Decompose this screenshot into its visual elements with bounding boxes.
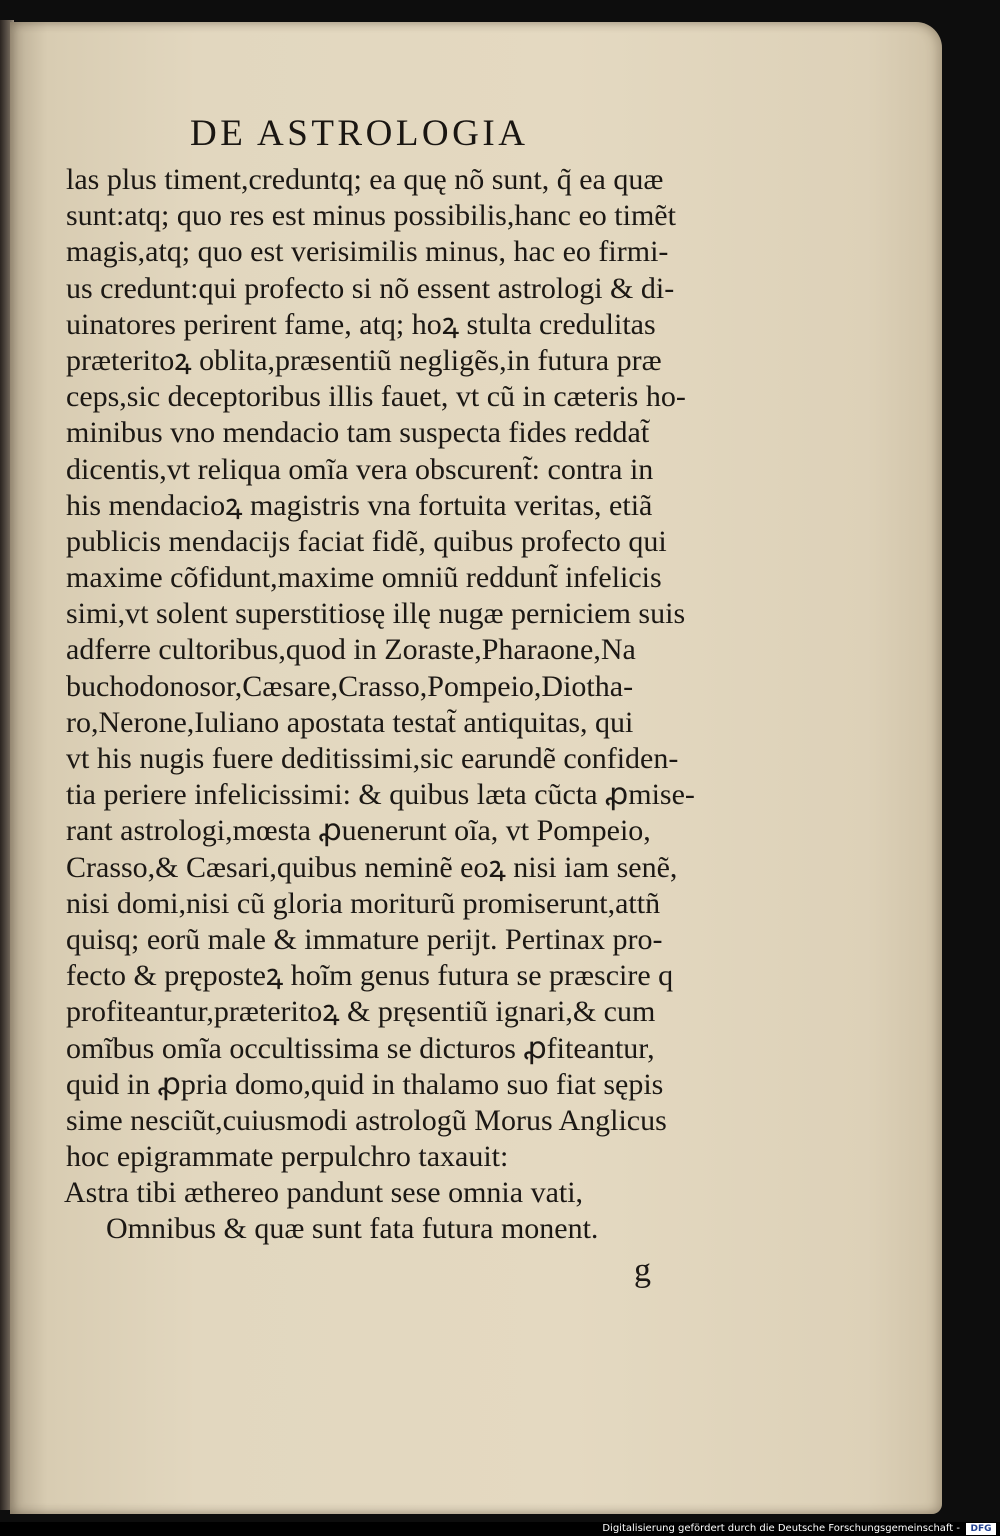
text-line: dicentis,vt reliqua omĩa vera obscurent̃: contra in — [66, 452, 654, 486]
text-line: quid in ꝓpria domo,quid in thalamo suo fiat sępis — [66, 1067, 664, 1101]
text-line: præteritoꝝ oblita,præsentiũ negligẽs,in futura præ — [66, 343, 662, 377]
signature-mark: g — [634, 1252, 651, 1289]
text-line: his mendacioꝝ magistris vna fortuita veritas, etiã — [66, 488, 653, 522]
text-line: hoc epigrammate perpulchro taxauit: — [66, 1140, 509, 1174]
text-line: uinatores perirent fame, atq; hoꝝ stulta credulitas — [66, 307, 656, 341]
text-line: ro,Nerone,Iuliano apostata testat̃ antiquitas, qui — [66, 705, 634, 739]
text-line: rant astrologi,mœsta ꝓuenerunt oĩa, vt Pompeio, — [66, 814, 651, 848]
text-line: buchodonosor,Cæsare,Crasso,Pompeio,Diotha- — [66, 669, 634, 703]
text-line: maxime cõfidunt,maxime omniũ reddunt̃ infelicis — [66, 561, 662, 595]
text-line: us credunt:qui profecto si nõ essent astrologi & di- — [66, 271, 675, 305]
text-line: Crasso,& Cæsari,quibus neminẽ eoꝝ nisi iam senẽ, — [66, 850, 678, 884]
text-line: sime nesciũt,cuiusmodi astrologũ Morus Anglicus — [66, 1103, 667, 1137]
text-line: tia periere infelicissimi: & quibus læta cũcta ꝓmise- — [66, 778, 695, 812]
body-text — [66, 162, 756, 1248]
text-line: sunt:atq; quo res est minus possibilis,hanc eo timẽt — [66, 199, 676, 233]
text-line: quisq; eorũ male & immature perijt. Pertinax pro- — [66, 922, 663, 956]
text-line: las plus timent,creduntq; ea quę nõ sunt, q̃ ea quæ — [66, 163, 664, 196]
dfg-logo: DFG — [966, 1523, 996, 1535]
text-line: minibus vno mendacio tam suspecta fides reddat̃ — [66, 416, 650, 450]
text-line: ceps,sic deceptoribus illis fauet, vt cũ in cæteris ho- — [66, 380, 686, 414]
text-line: publicis mendacijs faciat fidẽ, quibus profecto qui — [66, 524, 667, 558]
text-line: profiteantur,præteritoꝝ & pręsentiũ ignari,& cum — [66, 995, 656, 1029]
text-line: adferre cultoribus,quod in Zoraste,Pharaone,Na — [66, 633, 636, 667]
text-line: nisi domi,nisi cũ gloria moriturũ promiserunt,attñ — [66, 886, 661, 920]
running-header: DE ASTROLOGIA — [190, 113, 529, 154]
verse-line: Astra tibi æthereo pandunt sese omnia vati, — [64, 1176, 584, 1210]
text-line: omĩbus omĩa occultissima se dicturos ꝓfiteantur, — [66, 1031, 655, 1065]
text-line: simi,vt solent superstitiosę illę nugæ perniciem suis — [66, 597, 686, 631]
text-line: magis,atq; quo est verisimilis minus, hac eo firmi- — [66, 235, 669, 269]
text-line: fecto & pręposteꝝ hoĩm genus futura se præscire q — [66, 959, 674, 993]
funding-credit: Digitalisierung gefördert durch die Deutsche Forschungsgemeinschaft - — [602, 1523, 960, 1534]
text-line: vt his nugis fuere deditissimi,sic earundẽ confiden- — [66, 742, 679, 775]
verse-line: Omnibus & quæ sunt fata futura monent. — [106, 1212, 599, 1246]
